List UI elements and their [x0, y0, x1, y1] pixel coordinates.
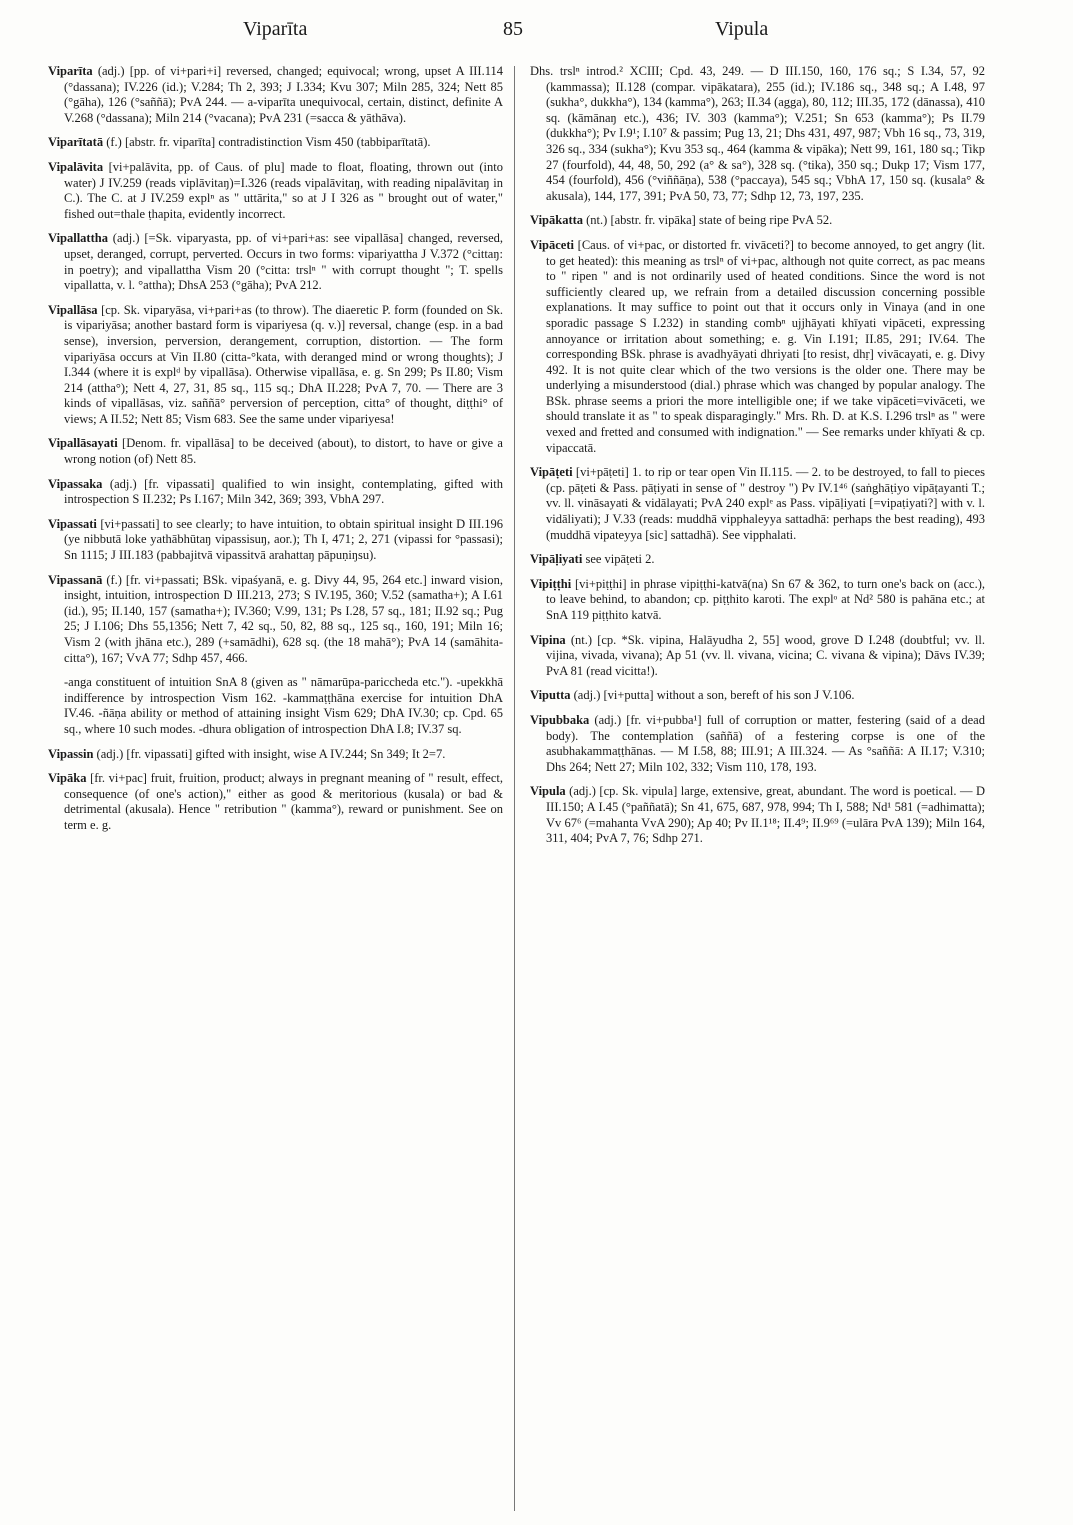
- entry-text: (nt.) [abstr. fr. vipāka] state of being ripe PvA 52.: [583, 213, 833, 228]
- entry-text: (adj.) [pp. of vi+pari+i] reversed, changed; equivocal; wrong, upset A III.114 (°dassana); IV.226 (id.); V.284; Th 2, 393; J I.334; Kvu 307; Miln 285, 324; Nett 85 (°gāha), 126 (°saññā); PvA 244. — a-viparīta unequivocal, certain, distinct, definite A V.268 (°dassana); Miln 214 (°vacana); PvA 231 (=sacca & yāthāva).: [64, 64, 503, 125]
- dictionary-entry: [48, 771, 503, 833]
- entry-text: (f.) [abstr. fr. viparīta] contradistinction Vism 450 (tabbiparītatā).: [103, 135, 431, 150]
- entry-headword: Viparītatā: [48, 135, 104, 150]
- entry-text: [vi+palāvita, pp. of Caus. of plu] made to float, floating, thrown out (into water) J IV.259 (reads viplāvitaŋ)=I.326 (reads vipalāvitaŋ, with reading nipalāvitaŋ in C.). The C. at J IV.259 explⁿ as " uttārita," so at J I 326 as " brought out of water," fished out=thale ṭhapita, evidently incorrect.: [64, 159, 503, 221]
- left-column: [48, 64, 503, 843]
- entry-text: [fr. vi+pac] fruit, fruition, product; always in pregnant meaning of " result, effect, consequence (of one's action)," either as good & meritorious (kusala) or bad & detrimental (akusala). Hence " retribution " (kamma°), reward or punishment. See on term e. g.: [64, 771, 503, 832]
- entry-text: Dhs. trslⁿ introd.² XCIII; Cpd. 43, 249. — D III.150, 160, 176 sq.; S I.34, 57, 92 (kammassa); II.128 (compar. vipākatara), 255 (id.); IV.186 sq., 348 sq.; A I.48, 97 (sukha°, dukkha°), 134 (kamma°), 263; II.34 (agga), 80, 112; III.35, 172 (dānassa), 410 sq. (kāmānaŋ etc.), 436; IV. 303 (kamma°); V.251; Sn 653 (kamma°); Ps II.79 (dukkha°); Pv I.9¹; I.10⁷ & passim; Pug 13, 21; Dhs 431, 497, 987; Vbh 16 sq., 73, 319, 326 sq., 334 (sukha°); Kvu 353 sq., 464 (kamma & vipāka); Nett 99, 161, 180 sq.; Tikp 27 (fourfold), 44, 48, 50, 292 (a° & sa°), 328 sq. (°tika), 350 sq.; Dukp 17; Vism 177, 454 (fourfold), 456 (°viññāṇa), 538 (°paccaya), 545 sq.; VbhA 17, 150 sq. (kusala° & akusala), 144, 177, 391; PvA 50, 73, 77; Sdhp 12, 73, 197, 235.: [530, 64, 985, 203]
- dictionary-entry: [530, 552, 985, 568]
- dictionary-entry: [48, 573, 503, 667]
- entry-text: [vi+pāṭeti] 1. to rip or tear open Vin II.115. — 2. to be destroyed, to fall to pieces (cp. pāṭeti & Pass. pāṭiyati in sense of " destroy ") Pv IV.1⁴⁶ (saṅghāṭiyo vipāṭayanti T.; vv. ll. vināsayati & vidālayati; PvA 240 explᵉ as Pass. vipāḷiyati [=vipaṭiyati?] with v. l. vidāliyati); J V.33 (reads: muddhā vipphaleyya sattadhā: perhaps the best reading), 493 (muddhā vipateyya [sic] sattadhā). See vipphalati.: [546, 465, 985, 542]
- dictionary-entry: [48, 64, 503, 126]
- dictionary-entry: [530, 577, 985, 624]
- entry-text: (f.) [fr. vi+passati; BSk. vipaśyanā, e. g. Divy 44, 95, 264 etc.] inward vision, insight, intuition, introspection D III.213, 273; S IV.195, 360; V.52 (samatha+); A I.61 (id.), 95; II.140, 157 (samatha+); IV.360; V.99, 131; Ps I.28, 57 sq., 181; II.92 sq.; Pug 25; J I.106; Dhs 55,1356; Nett 7, 42 sq., 50, 82, 88 sq., 125 sq., 160, 191; Miln 16; Vism 2 (with jhāna etc.), 289 (+samādhi), 628 sq. (the 18 mahā°); PvA 14 (samāhita-citta°), 167; VvA 77; Sdhp 457, 466.: [64, 572, 503, 665]
- entry-headword: Viparīta: [48, 64, 93, 78]
- entry-text: [vi+piṭṭhi] in phrase vipiṭṭhi-katvā(na) Sn 67 & 362, to turn one's back on (acc.), to leave behind, to abandon; cp. piṭṭhito karoti. The explᵒ at Nd² 580 is pahāna etc.; at SnA 119 piṭṭhito katvā.: [546, 576, 985, 622]
- column-divider: [514, 66, 515, 1511]
- entry-text: see vipāṭeti 2.: [582, 552, 655, 567]
- dictionary-entry: [530, 784, 985, 846]
- entry-headword: Vipallattha: [48, 231, 108, 246]
- entry-headword: Vipākatta: [530, 213, 584, 228]
- entry-text: [Caus. of vi+pac, or distorted fr. vivāceti?] to become annoyed, to get angry (lit. to get heated): this meaning as trslⁿ of vi+pac, although not quite correct, as pac means to " ripen " and is not ordinarily used of heated conditions. Since the word is not sufficiently cleared up, we refrain from a detailed discussion concerning possible explanations. It may suffice to point out that it occurs only in Vinaya (and in one sporadic passage S I.232) in standing combⁿ ujjhāyati khīyati vipāceti, expressing annoyance or irritation about something; e. g. Vin I.191; II.85, 291; IV.64. The corresponding BSk. phrase is avadhyāyati dhriyati [to resist, dhṛ] vivācayati, e. g. Divy 492. It is not quite clear which of the two versions is the older one. There may be underlying a misunderstood (dial.) phrase which was changed by popular analogy. The BSk. phrase seems a priori the more intelligible one; if we take vipāceti=vivāceti, we should translate it as " to speak disparagingly." Mrs. Rh. D. at K.S. I.296 trslⁿ as " were vexed and fretted and consumed with indignation." — See remarks under khīyati & cp. vipaccatā.: [546, 237, 985, 455]
- dictionary-entry: [48, 517, 503, 564]
- dictionary-entry: [530, 213, 985, 229]
- header-left-headword: Viparīta: [243, 18, 308, 40]
- dictionary-entry: [48, 160, 503, 222]
- entry-text: (adj.) [fr. vi+pubba¹] full of corruption or matter, festering (said of a dead body). The contemplation (saññā) of a festering corpse is one of the asubhakammaṭṭhānas. — M I.58, 88; III.91; A III.324. — As °saññā: A II.17; V.310; Dhs 264; Nett 27; Miln 102, 332; Vism 110, 178, 193.: [546, 712, 985, 774]
- dictionary-entry: [48, 747, 503, 763]
- entry-headword: Viputta: [530, 688, 571, 703]
- page-number: 85: [503, 18, 523, 40]
- dictionary-entry: [48, 436, 503, 467]
- entry-headword: Vipāḷiyati: [530, 552, 583, 567]
- dictionary-entry: [530, 238, 985, 456]
- entry-text: [vi+passati] to see clearly; to have intuition, to obtain spiritual insight D III.196 (ye nibbutā loke yathābhūtaŋ vipassisuŋ, aor.); Th I, 471; 2, 271 (vipassi for °passasi); Sn 1115; J III.183 (pabbajitvā vipassitvā arahattaŋ pāpuṇiŋsu).: [64, 516, 503, 563]
- entry-text: (adj.) [fr. vipassati] qualified to win insight, contemplating, gifted with introspection S II.232; Ps I.167; Miln 342, 369; 393, VbhA 297.: [64, 476, 503, 507]
- entry-text: (adj.) [=Sk. viparyasta, pp. of vi+pari+as: see vipallāsa] changed, reversed, upset, deranged, corrupt, perverted. Occurs in two forms: vipariyattha J V.372 (°cittaŋ: in poetry); and vipallattha Vism 20 (°citta: trslⁿ " with corrupt thought "; T. spells vipallatta, v. l. °attha); DhsA 253 (°gāha); PvA 212.: [64, 231, 503, 293]
- entry-text: (nt.) [cp. *Sk. vipina, Halāyudha 2, 55] wood, grove D I.248 (doubtful; vv. ll. vijina, vivada, vivana); Ap 51 (vv. ll. vivana, vicina; C. vivana & vipina); Dāvs IV.39; PvA 81 (read vicitta!).: [546, 632, 985, 678]
- entry-text: [Denom. fr. vipallāsa] to be deceived (about), to distort, to have or give a wrong notion (of) Nett 85.: [64, 436, 503, 467]
- entry-headword: Vipula: [530, 784, 566, 799]
- entry-headword: Vipalāvita: [48, 159, 104, 174]
- dictionary-entry: [48, 231, 503, 293]
- entry-headword: Vipallāsayati: [48, 436, 118, 451]
- entry-headword: Vipāceti: [530, 237, 574, 252]
- header-right-headword: Vipula: [715, 18, 769, 40]
- page-header: [0, 18, 1073, 48]
- entry-headword: Vipallāsa: [48, 302, 98, 317]
- entry-text: (adj.) [vi+putta] without a son, bereft of his son J V.106.: [570, 688, 855, 703]
- entry-headword: Vipubbaka: [530, 712, 590, 727]
- entry-headword: Vipiṭṭhi: [530, 576, 572, 591]
- dictionary-entry: [48, 135, 503, 151]
- entry-headword: Vipassati: [48, 516, 97, 531]
- entry-headword: Vipassaka: [48, 476, 103, 491]
- entry-headword: Vipassanā: [48, 572, 103, 587]
- dictionary-entry: [530, 465, 985, 543]
- entry-text: [cp. Sk. viparyāsa, vi+pari+as (to throw). The diaeretic P. form (founded on Sk. is vipariyāsa; another bastard form is vipariyesa (q. v.)] reversal, change (esp. in a bad sense), inversion, perversion, derangement, corruption, distortion. — The form vipariyāsa occurs at Vin II.80 (citta-°kata, with deranged mind or wrong thoughts); J I.344 (where it is explᵈ by vipallāsa). Otherwise vipallāsa, e. g. Sn 299; Ps II.80; Vism 214 (attha°); Nett 4, 27, 31, 85 sq., 115 sq.; DhA II.228; PvA 7, 70. — There are 3 kinds of vipallāsas, viz. saññā° perversion of perception, citta° of thought, diṭṭhi° of views; A II.52; Nett 85; Vism 683. See the same under vipariyesa!: [64, 302, 503, 426]
- entry-headword: Vipāṭeti: [530, 465, 573, 480]
- right-column: [530, 64, 985, 856]
- entry-headword: Vipāka: [48, 771, 87, 786]
- dictionary-entry: [530, 633, 985, 680]
- dictionary-entry: [48, 675, 503, 737]
- dictionary-entry: [530, 713, 985, 775]
- dictionary-entry: [48, 477, 503, 508]
- entry-headword: Vipina: [530, 632, 566, 647]
- entry-text: -anga constituent of intuition SnA 8 (given as " nāmarūpa-pariccheda etc."). -upekkhā indifference by introspection Vism 162. -kammaṭṭhāna exercise for intuition DhA IV.46. -ñāṇa ability or method of attaining insight Vism 629; DhA IV.30; cp. Cpd. 65 sq., where 10 such modes. -dhura obligation of introspection DhA I.8; IV.37 sq.: [64, 675, 503, 736]
- dictionary-entry: [48, 303, 503, 428]
- entry-text: (adj.) [fr. vipassati] gifted with insight, wise A IV.244; Sn 349; It 2=7.: [93, 746, 446, 761]
- entry-text: (adj.) [cp. Sk. vipula] large, extensive, great, abundant. The word is poetical. — D III.150; A I.45 (°paññatā); Sn 41, 675, 687, 978, 994; Th I, 588; Nd¹ 581 (=adhimatta); Vv 67⁶ (=mahanta VvA 290); Ap 40; Pv II.1¹⁸; II.4⁹; II.9⁶⁹ (=ulāra PvA 139); Miln 164, 311, 404; PvA 7, 76; Sdhp 271.: [546, 784, 985, 846]
- entry-headword: Vipassin: [48, 746, 94, 761]
- dictionary-entry: [530, 688, 985, 704]
- dictionary-entry: [530, 64, 985, 204]
